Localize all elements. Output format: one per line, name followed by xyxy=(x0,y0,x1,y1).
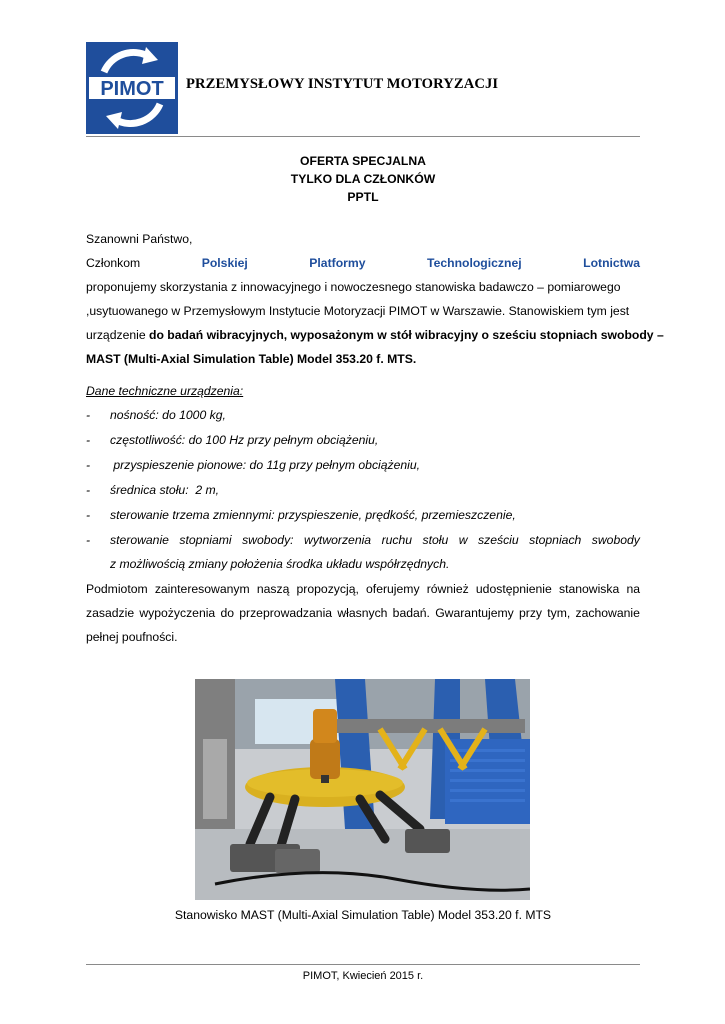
closing-word: wypożyczenia xyxy=(139,606,216,620)
org-word: Platformy xyxy=(309,256,366,270)
org-word: Technologicznej xyxy=(427,256,522,270)
bullet-dash: - xyxy=(86,483,91,497)
members-line xyxy=(86,256,640,270)
spec-word: stołu xyxy=(422,533,449,547)
institute-name: PRZEMYSŁOWY INSTYTUT MOTORYZACJI xyxy=(186,76,499,92)
pimot-logo-graphic xyxy=(86,42,178,134)
closing-word: na xyxy=(626,582,640,596)
spec-word: stopniami xyxy=(179,533,232,547)
spec-text: średnica stołu: 2 m, xyxy=(110,483,220,497)
spec-word: sześciu xyxy=(478,533,519,547)
logo-text: PIMOT xyxy=(100,78,164,100)
closing-word: propozycją, xyxy=(296,582,359,596)
members-prefix: Członkom xyxy=(86,256,141,270)
closing-word: oferujemy xyxy=(366,582,420,596)
paragraph-line: proponujemy skorzystania z innowacyjnego i nowoczesnego stanowiska badawczo – pomiarowego xyxy=(86,280,621,294)
spec-item xyxy=(86,458,640,474)
mast-photo xyxy=(195,679,530,900)
bullet-dash: - xyxy=(86,458,91,472)
spec-item xyxy=(86,433,640,449)
spec-word: sterowanie xyxy=(110,533,169,547)
closing-line xyxy=(86,606,640,620)
bullet-dash: - xyxy=(86,408,91,422)
footer-divider xyxy=(86,964,640,965)
spec-word: wytworzenia xyxy=(304,533,372,547)
spec-word: swobody: xyxy=(242,533,294,547)
closing-word: udostępnienie xyxy=(475,582,552,596)
spec-item xyxy=(86,508,640,524)
closing-word: do xyxy=(220,606,235,620)
spec-text: sterowanie trzema zmiennymi: przyspieszenie, prędkość, przemieszczenie, xyxy=(110,508,516,522)
closing-word: Gwarantujemy xyxy=(435,606,514,620)
closing-word: tym, xyxy=(547,606,571,620)
closing-word: Podmiotom xyxy=(86,582,148,596)
footer-text: PIMOT, Kwiecień 2015 r. xyxy=(302,970,424,982)
paragraph-bold-text: do badań wibracyjnych, wyposażonym w stół wibracyjny o sześciu stopniach swobody – xyxy=(149,328,664,342)
spec-word: swobody xyxy=(591,533,640,547)
org-word: Polskiej xyxy=(201,256,248,270)
spec-word: ruchu xyxy=(381,533,413,547)
photo-caption: Stanowisko MAST (Multi-Axial Simulation Table) Model 353.20 f. MTS xyxy=(174,908,552,922)
closing-line xyxy=(86,582,640,596)
offer-title-line1: OFERTA SPECJALNA xyxy=(300,154,426,168)
paragraph-text: urządzenie xyxy=(86,328,150,342)
spec-word: stopniach xyxy=(529,533,582,547)
spec-text: częstotliwość: do 100 Hz przy pełnym obciążeniu, xyxy=(110,433,379,447)
closing-word: również xyxy=(426,582,469,596)
spec-text-justified xyxy=(110,533,640,547)
spec-continuation: z możliwością zmiany położenia środka układu współrzędnych. xyxy=(110,557,450,571)
closing-word: własnych xyxy=(337,606,388,620)
paragraph-line: ,usytuowanego w Przemysłowym Instytucie Motoryzacji PIMOT w Warszawie. Stanowiskiem tym jest xyxy=(86,304,630,318)
closing-word: zasadzie xyxy=(86,606,135,620)
bullet-dash: - xyxy=(86,508,91,522)
paragraph-line xyxy=(86,328,664,342)
paragraph-bold-line: MAST (Multi-Axial Simulation Table) Model 353.20 f. MTS. xyxy=(86,352,417,366)
specs-heading: Dane techniczne urządzenia: xyxy=(86,384,244,398)
pimot-logo xyxy=(86,42,178,134)
bullet-dash: - xyxy=(86,533,91,547)
bullet-dash: - xyxy=(86,433,91,447)
mast-photo-illustration xyxy=(195,679,530,900)
spec-text: przyspieszenie pionowe: do 11g przy pełnym obciążeniu, xyxy=(110,458,421,472)
spec-word: w xyxy=(458,533,468,547)
header-divider xyxy=(86,136,640,137)
offer-title-line3: PPTL xyxy=(347,190,379,204)
spec-text: nośność: do 1000 kg, xyxy=(110,408,226,422)
closing-word: zachowanie xyxy=(575,606,640,620)
offer-title-line2: TYLKO DLA CZŁONKÓW xyxy=(290,172,436,186)
spec-item xyxy=(86,408,640,424)
spec-item xyxy=(86,483,640,499)
closing-line: pełnej poufności. xyxy=(86,630,178,644)
closing-word: stanowiska xyxy=(558,582,620,596)
closing-word: naszą xyxy=(256,582,290,596)
closing-word: przeprowadzania xyxy=(239,606,333,620)
closing-word: przy xyxy=(519,606,543,620)
closing-word: badań. xyxy=(392,606,430,620)
spec-item xyxy=(86,533,640,549)
closing-word: zainteresowanym xyxy=(154,582,250,596)
greeting: Szanowni Państwo, xyxy=(86,232,193,246)
org-word: Lotnictwa xyxy=(583,256,640,270)
